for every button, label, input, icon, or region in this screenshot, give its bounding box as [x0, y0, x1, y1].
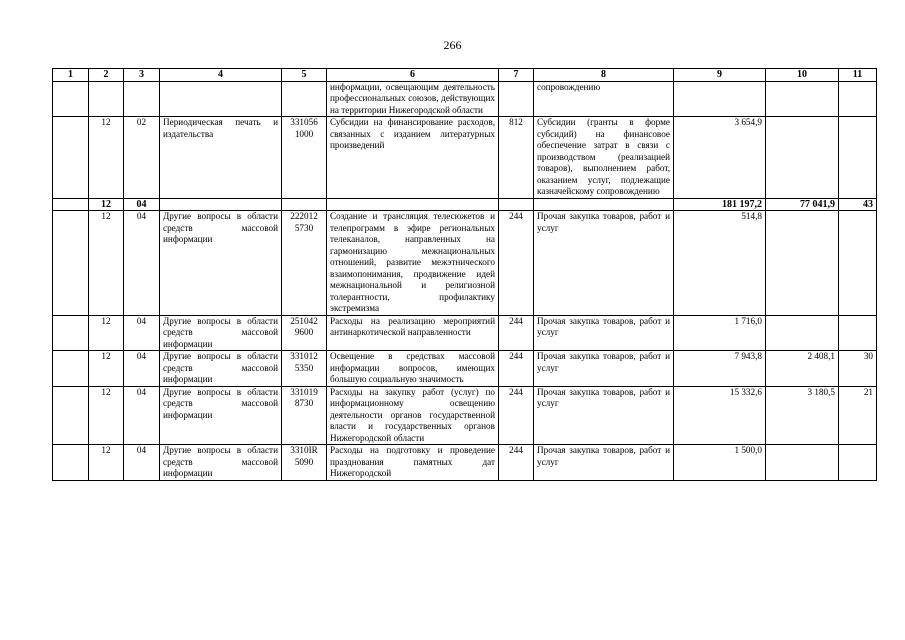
cell-amount-9: 1 500,0	[674, 445, 766, 481]
table-row	[53, 445, 877, 481]
cell-expense-type: 244	[499, 315, 534, 351]
header-cell: 9	[674, 69, 766, 82]
budget-table	[52, 68, 877, 481]
header-cell: 7	[499, 69, 534, 82]
cell-subsection: 02	[124, 117, 160, 199]
cell-expense-type: 244	[499, 386, 534, 445]
cell-amount-11: 21	[839, 386, 877, 445]
cell-subsection: 04	[124, 198, 160, 211]
cell-amount-10: 2 408,1	[766, 351, 839, 387]
table-row	[53, 386, 877, 445]
cell-section: 12	[89, 315, 124, 351]
cell-target-name: Освещение в средствах массовой информации вопросов, имеющих большую социальную значимость	[327, 351, 499, 387]
cell-amount-9	[674, 81, 766, 117]
cell-target-name: Субсидии на финансирование расходов, связанных с изданием литературных произведений	[327, 117, 499, 199]
cell-amount-9: 1 716,0	[674, 315, 766, 351]
cell-amount-10	[766, 81, 839, 117]
cell-col1	[53, 386, 89, 445]
cell-amount-10	[766, 211, 839, 316]
cell-subsection-name: Другие вопросы в области средств массовой информации	[160, 445, 282, 481]
cell-expense-type: 244	[499, 445, 534, 481]
cell-target-code: 3310IR 5090	[282, 445, 327, 481]
cell-subsection: 04	[124, 445, 160, 481]
cell-amount-11	[839, 211, 877, 316]
cell-amount-9: 7 943,8	[674, 351, 766, 387]
cell-target-name: Расходы на реализацию мероприятий антинаркотической направленности	[327, 315, 499, 351]
cell-amount-9: 3 654,9	[674, 117, 766, 199]
cell-target-code: 251042 9600	[282, 315, 327, 351]
cell-col1	[53, 351, 89, 387]
table-row	[53, 351, 877, 387]
cell-expense-type: 244	[499, 351, 534, 387]
cell-expense-name: Прочая закупка товаров, работ и услуг	[534, 386, 674, 445]
table-row	[53, 211, 877, 316]
cell-expense-name: Прочая закупка товаров, работ и услуг	[534, 445, 674, 481]
cell-expense-name: сопровождению	[534, 81, 674, 117]
subtotal-row	[53, 198, 877, 211]
cell-target-name: Расходы на закупку работ (услуг) по информационному освещению деятельности органов государственной власти и государственных органов Нижегородской области	[327, 386, 499, 445]
cell-expense-type: 812	[499, 117, 534, 199]
cell-amount-10: 3 180,5	[766, 386, 839, 445]
cell-col1	[53, 315, 89, 351]
cell-subsection: 04	[124, 315, 160, 351]
header-cell: 1	[53, 69, 89, 82]
cell-expense-name: Прочая закупка товаров, работ и услуг	[534, 315, 674, 351]
cell-amount-9: 514,8	[674, 211, 766, 316]
cell-section: 12	[89, 351, 124, 387]
cell-col1	[53, 211, 89, 316]
cell-expense-type	[499, 198, 534, 211]
cell-target-code	[282, 198, 327, 211]
cell-col1	[53, 117, 89, 199]
cell-amount-10	[766, 445, 839, 481]
page-number: 266	[443, 38, 462, 52]
header-cell: 8	[534, 69, 674, 82]
cell-amount-11: 43	[839, 198, 877, 211]
cell-subsection-name: Другие вопросы в области средств массовой информации	[160, 211, 282, 316]
cell-target-name: информации, освещающим деятельность профессиональных союзов, действующих на территории Нижегородской области	[327, 81, 499, 117]
cell-expense-name: Прочая закупка товаров, работ и услуг	[534, 211, 674, 316]
cell-subsection: 04	[124, 351, 160, 387]
cell-section: 12	[89, 198, 124, 211]
cell-target-name	[327, 198, 499, 211]
cell-amount-9: 181 197,2	[674, 198, 766, 211]
cell-subsection: 04	[124, 211, 160, 316]
header-cell: 6	[327, 69, 499, 82]
header-cell: 11	[839, 69, 877, 82]
cell-target-code: 222012 5730	[282, 211, 327, 316]
cell-target-code: 331019 8730	[282, 386, 327, 445]
cell-section	[89, 81, 124, 117]
cell-expense-name: Прочая закупка товаров, работ и услуг	[534, 351, 674, 387]
cell-subsection-name: Периодическая печать и издательства	[160, 117, 282, 199]
cell-expense-name: Субсидии (гранты в форме субсидий) на финансовое обеспечение затрат в связи с производством (реализацией товаров), выполнением работ, оказанием услуг, подлежащие казначейскому сопровождению	[534, 117, 674, 199]
cell-amount-10	[766, 315, 839, 351]
cell-section: 12	[89, 445, 124, 481]
cell-col1	[53, 81, 89, 117]
cell-expense-name	[534, 198, 674, 211]
cell-target-name: Создание и трансляция телесюжетов и телепрограмм в эфире региональных телеканалов, направленных на гармонизацию межнациональных отношений, развитие межэтнического взаимопонимания, продвижение идей межнациональной и религиозной толерантности, профилактику экстремизма	[327, 211, 499, 316]
cell-subsection-name: Другие вопросы в области средств массовой информации	[160, 386, 282, 445]
cell-target-code: 331056 1000	[282, 117, 327, 199]
cell-subsection-name: Другие вопросы в области средств массовой информации	[160, 351, 282, 387]
header-cell: 3	[124, 69, 160, 82]
cell-amount-11	[839, 315, 877, 351]
cell-amount-11: 30	[839, 351, 877, 387]
cell-target-code	[282, 81, 327, 117]
table-row	[53, 315, 877, 351]
cell-section: 12	[89, 386, 124, 445]
cell-section: 12	[89, 211, 124, 316]
cell-subsection-name	[160, 81, 282, 117]
cell-subsection-name: Другие вопросы в области средств массовой информации	[160, 315, 282, 351]
cell-amount-11	[839, 445, 877, 481]
table-row	[53, 81, 877, 117]
cell-target-code: 331012 5350	[282, 351, 327, 387]
cell-amount-11	[839, 117, 877, 199]
table-row	[53, 117, 877, 199]
header-cell: 10	[766, 69, 839, 82]
cell-subsection	[124, 81, 160, 117]
header-row	[53, 69, 877, 82]
cell-col1	[53, 445, 89, 481]
cell-amount-10	[766, 117, 839, 199]
cell-amount-11	[839, 81, 877, 117]
header-cell: 2	[89, 69, 124, 82]
cell-subsection-name	[160, 198, 282, 211]
header-cell: 4	[160, 69, 282, 82]
cell-subsection: 04	[124, 386, 160, 445]
cell-amount-10: 77 041,9	[766, 198, 839, 211]
cell-expense-type	[499, 81, 534, 117]
cell-target-name: Расходы на подготовку и проведение празднования памятных дат Нижегородской	[327, 445, 499, 481]
cell-expense-type: 244	[499, 211, 534, 316]
cell-section: 12	[89, 117, 124, 199]
header-cell: 5	[282, 69, 327, 82]
cell-amount-9: 15 332,6	[674, 386, 766, 445]
cell-col1	[53, 198, 89, 211]
